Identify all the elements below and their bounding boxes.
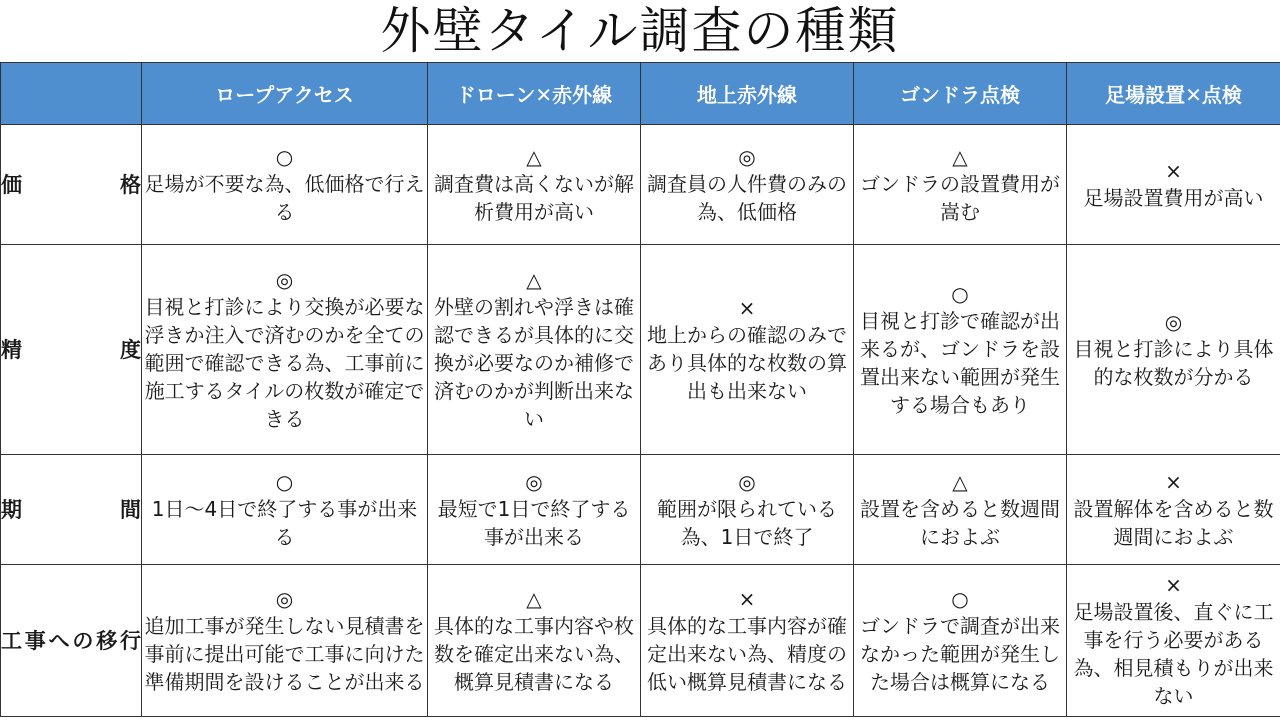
rating-mark: △ bbox=[952, 469, 968, 494]
row-label-accuracy: 精 度 bbox=[1, 245, 142, 455]
table-cell bbox=[641, 245, 854, 455]
header-corner bbox=[1, 63, 142, 125]
table-row bbox=[1, 245, 1280, 455]
cell-text: 範囲が限られている為、1日で終了 bbox=[657, 496, 837, 549]
cell-text: 設置を含めると数週間におよぶ bbox=[860, 496, 1060, 549]
rating-mark: × bbox=[1165, 469, 1182, 494]
rating-mark: ○ bbox=[951, 586, 969, 611]
cell-text: 目視と打診により交換が必要な浮きか注入で済むのかを全ての範囲で確認できる為、工事前に施工するタイルの枚数が確定できる bbox=[144, 294, 425, 431]
table-cell bbox=[854, 245, 1067, 455]
table-cell bbox=[142, 125, 428, 245]
cell-text: 具体的な工事内容や枚数を確定出来ない為、概算見積書になる bbox=[434, 613, 634, 694]
cell-text: 設置解体を含めると数週間におよぶ bbox=[1073, 496, 1274, 549]
table-cell bbox=[854, 125, 1067, 245]
table-row bbox=[1, 565, 1280, 717]
cell-text: 足場設置後、直ぐに工事を行う必要がある為、相見積もりが出来ない bbox=[1073, 599, 1274, 708]
cell-text: 追加工事が発生しない見積書を事前に提出可能で工事に向けた準備期間を設けることが出来る bbox=[144, 613, 425, 694]
header-rope-access: ロープアクセス bbox=[142, 63, 428, 125]
cell-text: 調査費は高くないが解析費用が高い bbox=[434, 171, 634, 224]
table-cell bbox=[1067, 125, 1280, 245]
header-row bbox=[1, 63, 1280, 125]
table-cell bbox=[1067, 245, 1280, 455]
rating-mark: △ bbox=[526, 586, 542, 611]
rating-mark: × bbox=[1165, 158, 1182, 183]
table-cell bbox=[854, 455, 1067, 565]
row-label-transition: 工事への移行 bbox=[1, 565, 142, 717]
cell-text: ゴンドラで調査が出来なかった範囲が発生した場合は概算になる bbox=[860, 613, 1060, 694]
cell-text: 目視と打診で確認が出来るが、ゴンドラを設置出来ない範囲が発生する場合もあり bbox=[860, 308, 1060, 417]
table-cell bbox=[428, 565, 641, 717]
table-cell bbox=[428, 125, 641, 245]
table-cell bbox=[1067, 565, 1280, 717]
page-title: 外壁タイル調査の種類 bbox=[380, 2, 900, 60]
rating-mark: △ bbox=[526, 267, 542, 292]
cell-text: 地上からの確認のみであり具体的な枚数の算出も出来ない bbox=[647, 322, 847, 403]
header-ground-infrared: 地上赤外線 bbox=[641, 63, 854, 125]
rating-mark: ◎ bbox=[1164, 309, 1183, 334]
rating-mark: × bbox=[738, 586, 756, 611]
comparison-table bbox=[0, 62, 1280, 717]
table-cell bbox=[142, 455, 428, 565]
table-cell bbox=[854, 565, 1067, 717]
rating-mark: ◎ bbox=[738, 469, 756, 494]
cell-text: 調査員の人件費のみの為、低価格 bbox=[647, 171, 847, 224]
header-drone-infrared: ドローン✕赤外線 bbox=[428, 63, 641, 125]
cell-text: ゴンドラの設置費用が嵩む bbox=[860, 171, 1060, 224]
cell-text: 足場設置費用が高い bbox=[1083, 185, 1264, 210]
table-cell bbox=[641, 125, 854, 245]
table-cell bbox=[641, 455, 854, 565]
cell-text: 目視と打診により具体的な枚数が分かる bbox=[1073, 336, 1274, 389]
rating-mark: △ bbox=[526, 144, 542, 169]
row-label-period: 期 間 bbox=[1, 455, 142, 565]
cell-text: 足場が不要な為、低価格で行える bbox=[144, 171, 425, 224]
rating-mark: ○ bbox=[275, 469, 294, 494]
rating-mark: ◎ bbox=[275, 586, 294, 611]
header-gondola: ゴンドラ点検 bbox=[854, 63, 1067, 125]
rating-mark: ◎ bbox=[275, 267, 294, 292]
rating-mark: ◎ bbox=[525, 469, 543, 494]
cell-text: 最短で1日で終了する事が出来る bbox=[437, 496, 631, 549]
rating-mark: ○ bbox=[951, 281, 969, 306]
row-label-price: 価 格 bbox=[1, 125, 142, 245]
rating-mark: ◎ bbox=[738, 144, 756, 169]
table-row bbox=[1, 125, 1280, 245]
table-cell bbox=[142, 565, 428, 717]
table-cell bbox=[142, 245, 428, 455]
cell-text: 1日～4日で終了する事が出来る bbox=[151, 496, 418, 549]
header-scaffold: 足場設置✕点検 bbox=[1067, 63, 1280, 125]
cell-text: 外壁の割れや浮きは確認できるが具体的に交換が必要なのか補修で済むのかが判断出来ない bbox=[434, 294, 634, 431]
cell-text: 具体的な工事内容が確定出来ない為、精度の低い概算見積書になる bbox=[647, 613, 847, 694]
table-cell bbox=[428, 245, 641, 455]
rating-mark: × bbox=[1165, 572, 1182, 597]
table-cell bbox=[641, 565, 854, 717]
rating-mark: × bbox=[738, 295, 756, 320]
table-cell bbox=[1067, 455, 1280, 565]
rating-mark: △ bbox=[952, 144, 968, 169]
table-row bbox=[1, 455, 1280, 565]
table-cell bbox=[428, 455, 641, 565]
rating-mark: ○ bbox=[275, 144, 294, 169]
